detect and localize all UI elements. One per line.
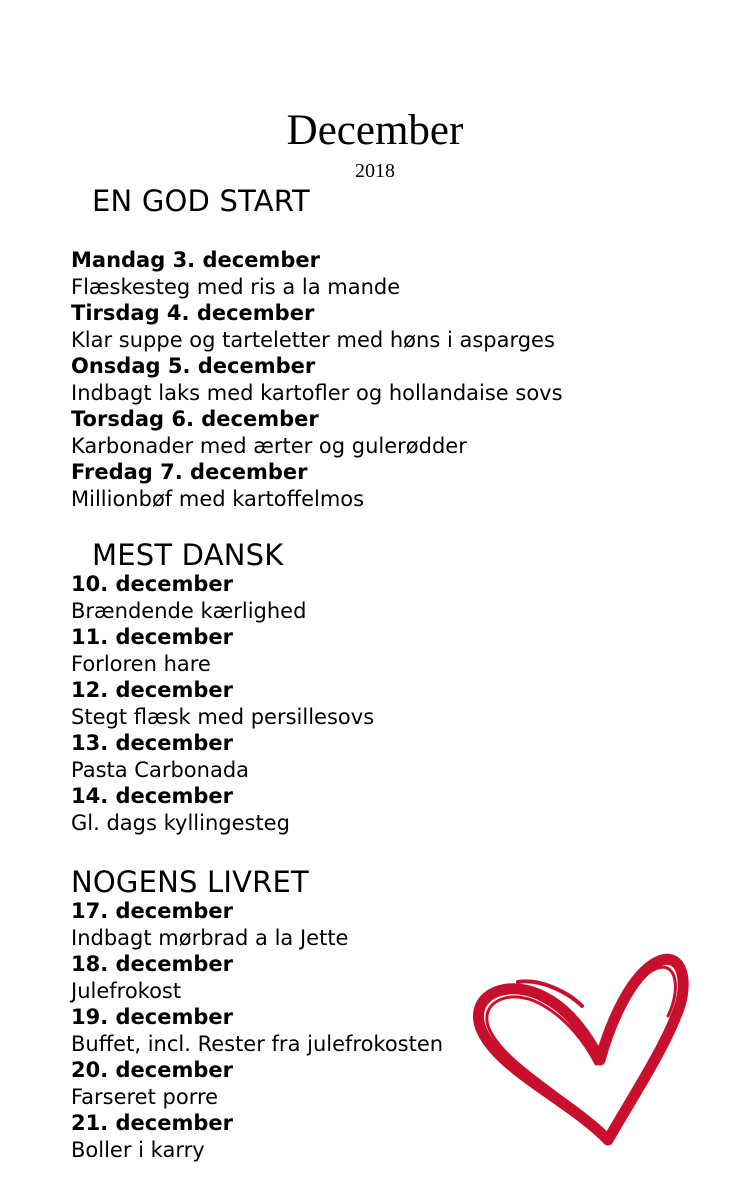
menu-dish: Millionbøf med kartoffelmos	[71, 486, 365, 511]
section-heading: MEST DANSK	[92, 538, 284, 572]
section-heading: NOGENS LIVRET	[71, 865, 309, 899]
menu-dish: Julefrokost	[71, 978, 182, 1003]
menu-dish: Klar suppe og tarteletter med høns i asparges	[71, 327, 555, 352]
menu-dish: Indbagt mørbrad a la Jette	[71, 925, 349, 950]
menu-day: Torsdag 6. december	[71, 407, 319, 431]
menu-dish: Pasta Carbonada	[71, 757, 250, 782]
section-en-god-start	[0, 184, 750, 512]
menu-day: 12. december	[71, 678, 233, 702]
menu-day: Mandag 3. december	[71, 248, 320, 272]
section-heading: EN GOD START	[92, 184, 310, 218]
menu-day: Fredag 7. december	[71, 460, 308, 484]
menu-list	[0, 571, 750, 836]
menu-day: 17. december	[71, 899, 233, 923]
menu-day: 19. december	[71, 1005, 233, 1029]
menu-dish: Boller i karry	[71, 1137, 205, 1162]
menu-dish: Forloren hare	[71, 651, 211, 676]
menu-day: 10. december	[71, 572, 233, 596]
menu-day: 11. december	[71, 625, 233, 649]
page-year: 2018	[355, 160, 395, 182]
page-title: December	[286, 107, 464, 154]
menu-day: 21. december	[71, 1111, 233, 1135]
menu-day: 14. december	[71, 784, 233, 808]
menu-dish: Karbonader med ærter og gulerødder	[71, 433, 467, 458]
menu-dish: Stegt flæsk med persillesovs	[71, 704, 375, 729]
menu-dish: Gl. dags kyllingesteg	[71, 810, 290, 835]
menu-dish: Buffet, incl. Rester fra julefrokosten	[71, 1031, 444, 1056]
menu-list	[0, 247, 750, 512]
menu-day: 13. december	[71, 731, 233, 755]
menu-dish: Indbagt laks med kartofler og hollandaise sovs	[71, 380, 563, 405]
section-mest-dansk	[0, 538, 750, 836]
menu-dish: Brændende kærlighed	[71, 598, 307, 623]
menu-day: Onsdag 5. december	[71, 354, 316, 378]
menu-day: 18. december	[71, 952, 233, 976]
menu-day: 20. december	[71, 1058, 233, 1082]
menu-dish: Flæskesteg med ris a la mande	[71, 274, 401, 299]
menu-dish: Farseret porre	[71, 1084, 219, 1109]
heart-icon	[472, 948, 692, 1148]
menu-day: Tirsdag 4. december	[71, 301, 315, 325]
